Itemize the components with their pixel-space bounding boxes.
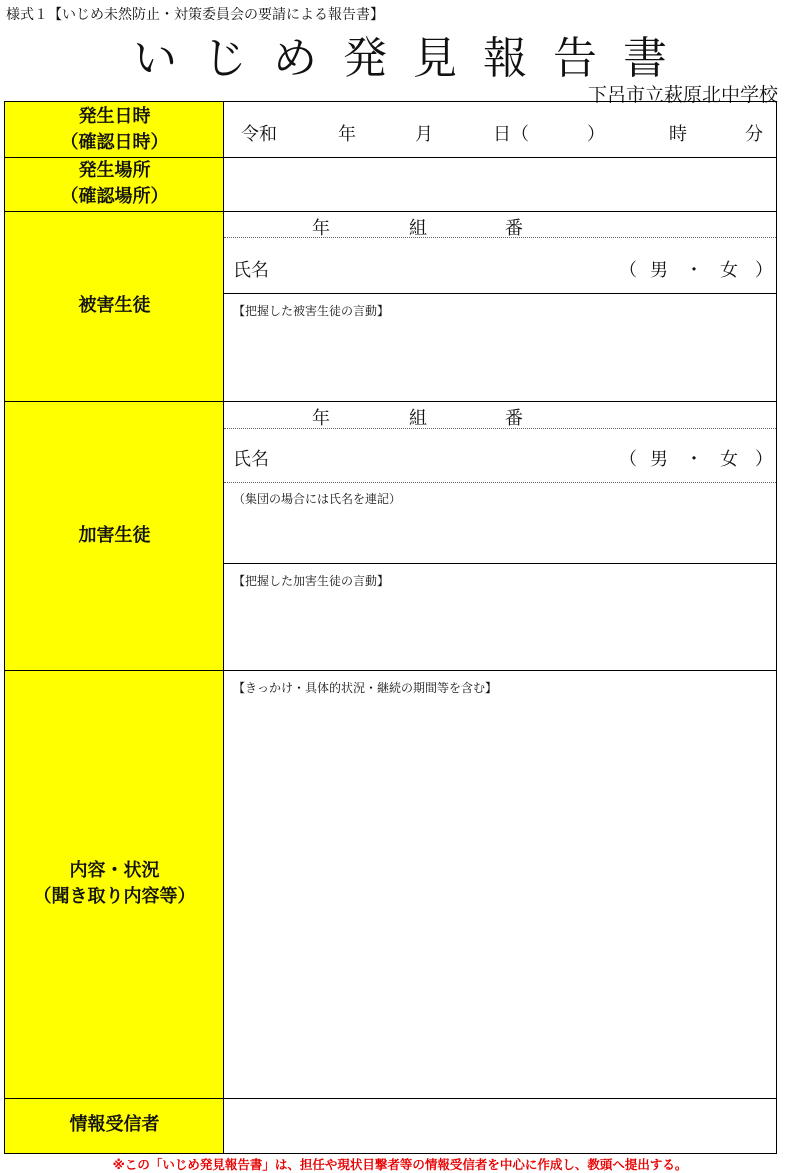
school-name: 下呂市立萩原北中学校 (587, 84, 778, 106)
victim-gender-open: （ (619, 260, 637, 281)
perpetrator-name-divider (224, 482, 776, 483)
victim-gender-male: 男 (650, 260, 668, 281)
era-label: 令和 (241, 124, 277, 145)
perpetrator-name-label: 氏名 (233, 449, 269, 470)
perpetrator-number-label: 番 (505, 408, 523, 429)
perpetrator-label: 加害生徒 (78, 524, 151, 546)
recipient-label: 情報受信者 (69, 1114, 160, 1135)
perpetrator-group-note: （集団の場合には氏名を連記） (233, 492, 402, 506)
victim-name-label: 氏名 (233, 260, 269, 281)
perpetrator-class-label: 組 (409, 408, 427, 429)
victim-number-label: 番 (505, 218, 523, 239)
month-label: 月 (415, 124, 433, 145)
victim-name-divider (224, 293, 776, 294)
victim-gender-female: 女 (720, 260, 738, 281)
year-label: 年 (338, 124, 356, 145)
perpetrator-gender-dot: ・ (685, 449, 703, 470)
perpetrator-gender-female: 女 (720, 449, 738, 470)
perpetrator-grade-divider (224, 428, 776, 429)
perpetrator-gender-open: （ (619, 449, 637, 470)
footer-note: ※この「いじめ発見報告書」は、担任や現状目撃者等の情報受信者を中心に作成し、教頭へ提出する。 (112, 1157, 688, 1172)
weekday-close-paren: ） (587, 124, 605, 145)
day-label: 日（ (493, 124, 529, 145)
document-title: いじめ発見報告書 (133, 33, 693, 84)
minute-label: 分 (745, 124, 763, 145)
victim-gender-dot: ・ (685, 260, 703, 281)
victim-remarks-note: 【把握した被害生徒の言動】 (233, 304, 390, 318)
form-number-label: 様式１【いじめ未然防止・対策委員会の要請による報告書】 (6, 7, 384, 23)
perpetrator-group-divider (224, 563, 776, 564)
perpetrator-year-label: 年 (312, 408, 330, 429)
perpetrator-remarks-note: 【把握した加害生徒の言動】 (233, 574, 390, 588)
details-note: 【きっかけ・具体的状況・継続の期間等を含む】 (233, 681, 498, 695)
hour-label: 時 (669, 124, 687, 145)
victim-label: 被害生徒 (78, 295, 151, 316)
details-label: 内容・状況 （聞き取り内容等） (33, 860, 196, 907)
perpetrator-gender-male: 男 (650, 449, 668, 470)
report-form-table (4, 101, 777, 1154)
victim-gender-close: ） (755, 260, 773, 281)
victim-class-label: 組 (409, 218, 427, 239)
victim-year-label: 年 (312, 218, 330, 239)
victim-grade-divider (224, 237, 776, 238)
occurrence-place-label: 発生場所 （確認場所） (60, 160, 169, 207)
perpetrator-gender-close: ） (755, 449, 773, 470)
occurrence-datetime-label: 発生日時 （確認日時） (60, 105, 169, 153)
